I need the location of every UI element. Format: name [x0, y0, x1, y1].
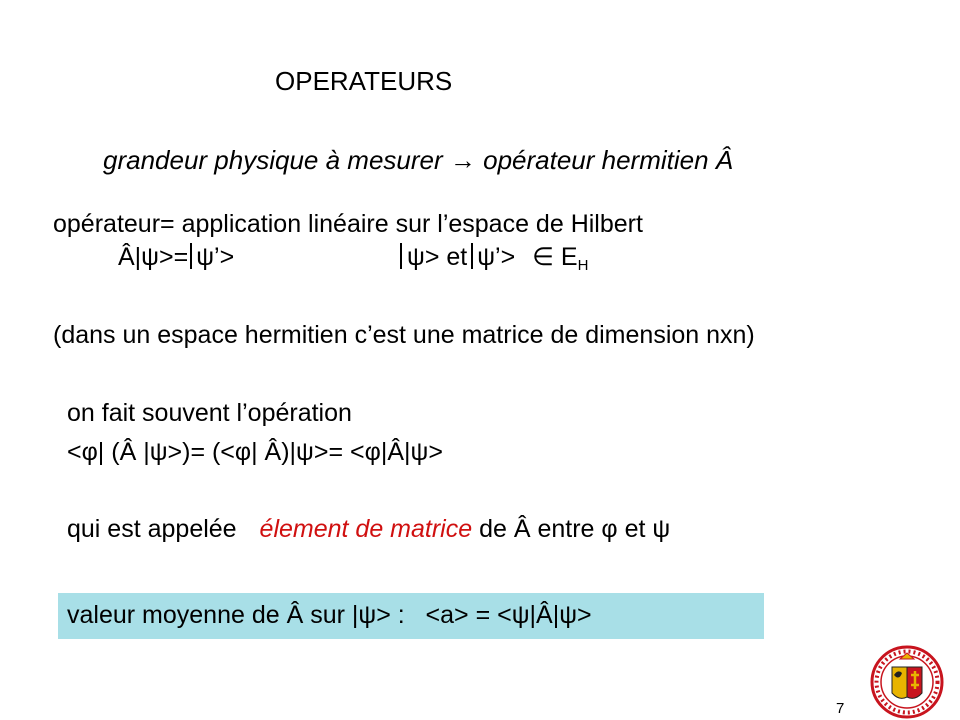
eq-membership	[400, 242, 588, 281]
page-number: 7	[836, 700, 845, 717]
ket-bar	[190, 243, 192, 269]
average-value-text: valeur moyenne de Â sur |ψ> : <a> = <ψ|Â|ψ>	[67, 601, 592, 629]
subtitle-right: opérateur hermitien Â	[483, 145, 734, 175]
eq-psi-prime: ψ’>	[196, 243, 235, 271]
university-of-geneva-seal-icon	[870, 645, 944, 719]
matrix-note: (dans un espace hermitien c’est une matrice de dimension nxn)	[53, 321, 755, 349]
definition-text: opérateur= application linéaire sur l’espace de Hilbert	[53, 210, 643, 238]
element-suffix: de Â entre φ et ψ	[479, 515, 671, 543]
eq-member: ∈ E	[532, 243, 578, 271]
eq-lhs: Â|ψ>=	[118, 243, 189, 271]
element-term: élement de matrice	[259, 515, 473, 543]
operation-intro: on fait souvent l’opération	[67, 399, 352, 427]
eq-psi-prime2: ψ’>	[477, 243, 516, 271]
eq-member-sub: H	[577, 257, 589, 274]
arrow-icon: →	[449, 145, 476, 175]
operation-equation: <φ| (Â |ψ>)= (<φ| Â)|ψ>= <φ|Â|ψ>	[67, 438, 443, 466]
subtitle-line	[103, 145, 733, 175]
subtitle-left: grandeur physique à mesurer	[103, 145, 443, 175]
ket-bar	[471, 243, 473, 269]
element-prefix: qui est appelée	[67, 515, 237, 543]
eq-et: et	[446, 243, 468, 271]
ket-bar	[400, 243, 402, 269]
eq-psi: ψ>	[407, 243, 440, 271]
slide-title: OPERATEURS	[275, 66, 453, 96]
eq-operator-action	[118, 242, 234, 272]
matrix-element-line	[67, 514, 670, 544]
